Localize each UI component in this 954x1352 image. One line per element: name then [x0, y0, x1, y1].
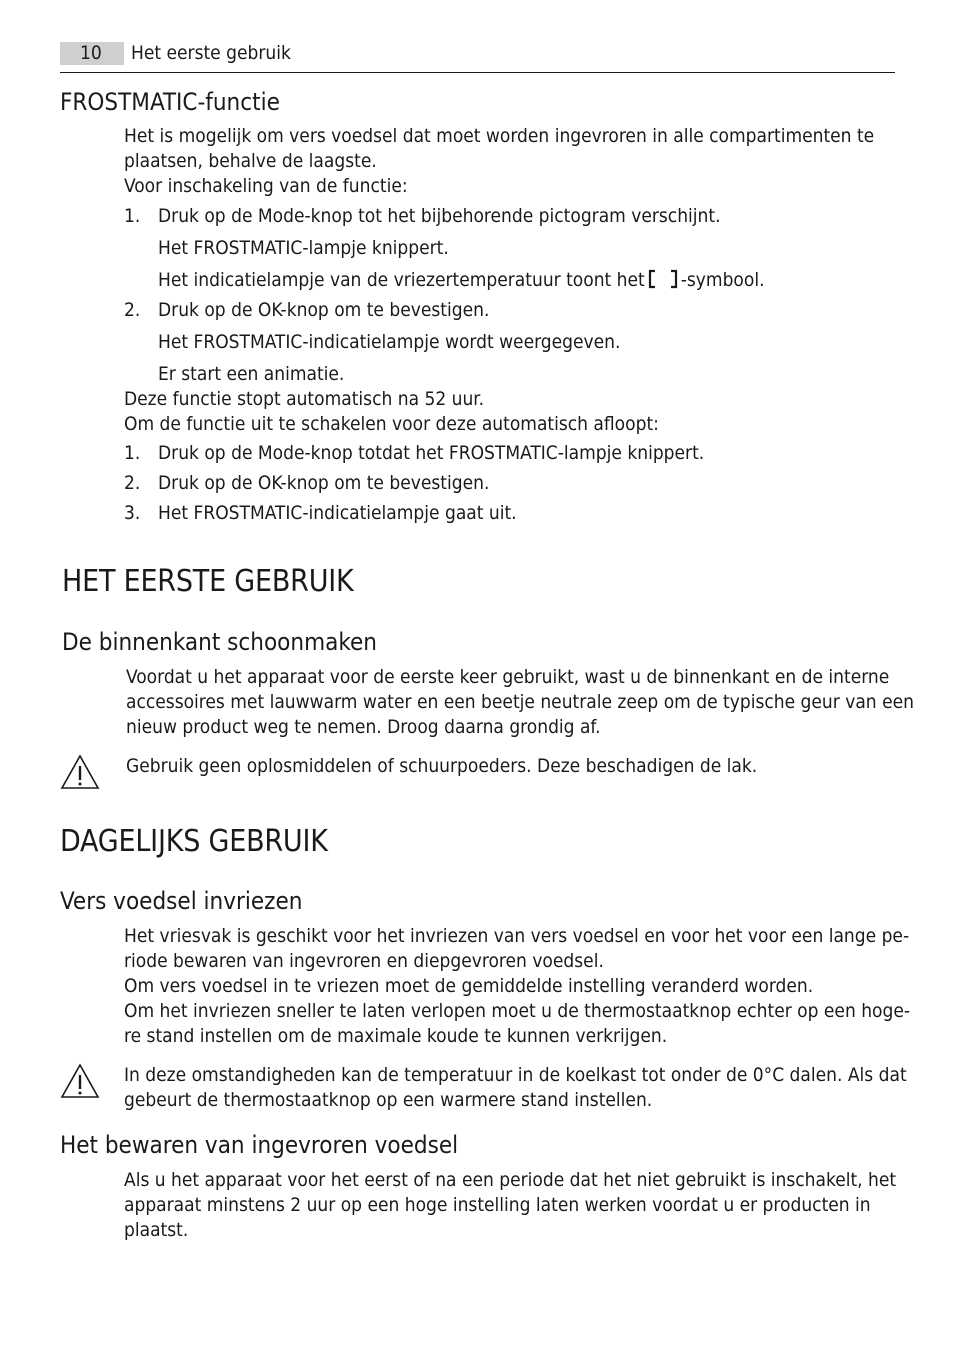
page-header	[60, 42, 895, 73]
running-title: Het eerste gebruik	[131, 42, 291, 64]
storage-body	[124, 1168, 896, 1243]
list-text: Het FROSTMATIC-indicatielampje gaat uit.	[158, 502, 517, 524]
text-line: re stand instellen om de maximale koude te kunnen verkrijgen.	[124, 1025, 668, 1047]
text-line: apparaat minstens 2 uur op een hoge instelling laten werken voordat u er producten in	[124, 1194, 871, 1216]
warning-icon	[60, 1063, 100, 1099]
symbol-text-before: Het indicatielampje van de vriezertemperatuur toont het	[158, 269, 645, 291]
symbol-text-after: -symbool.	[680, 269, 765, 291]
cleaning-body	[126, 665, 914, 740]
warning-icon	[60, 754, 100, 790]
text-line: Het is mogelijk om vers voedsel dat moet worden ingevroren in alle compartimenten te	[124, 125, 875, 147]
page-number: 10	[60, 42, 124, 65]
list-number: 1.	[124, 205, 141, 227]
list-text-with-symbol	[158, 268, 765, 293]
list-text: Druk op de Mode-knop totdat het FROSTMATIC-lampje knippert.	[158, 442, 705, 464]
storage-heading: Het bewaren van ingevroren voedsel	[60, 1131, 459, 1159]
text-line: plaatsen, behalve de laagste.	[124, 150, 377, 172]
list-number: 3.	[124, 502, 141, 524]
list-text: Het FROSTMATIC-lampje knippert.	[158, 237, 449, 259]
freezing-warning	[124, 1063, 907, 1113]
text-line: Het vriesvak is geschikt voor het invriezen van vers voedsel en voor het voor een lange pe-	[124, 925, 910, 947]
freezing-heading: Vers voedsel invriezen	[60, 887, 303, 915]
freezing-body	[124, 924, 910, 1049]
frostmatic-heading: FROSTMATIC-functie	[60, 88, 280, 116]
list-text: Druk op de OK-knop om te bevestigen.	[158, 472, 490, 494]
list-number: 2.	[124, 299, 141, 321]
daily-use-heading: DAGELIJKS GEBRUIK	[60, 824, 328, 859]
text-line: Om vers voedsel in te vriezen moet de gemiddelde instelling veranderd worden.	[124, 975, 814, 997]
list-text: Er start een animatie.	[158, 363, 345, 385]
text-line: riode bewaren van ingevroren en diepgevroren voedsel.	[124, 950, 604, 972]
text-line: Voor inschakeling van de functie:	[124, 175, 408, 197]
list-number: 2.	[124, 472, 141, 494]
text-line: Om het invriezen sneller te laten verlopen moet u de thermostaatknop echter op een hoge-	[124, 1000, 911, 1022]
cleaning-warning: Gebruik geen oplosmiddelen of schuurpoeders. Deze beschadigen de lak.	[126, 755, 758, 777]
text-line: In deze omstandigheden kan de temperatuur in de koelkast tot onder de 0°C dalen. Als dat	[124, 1064, 907, 1086]
list-text: Het FROSTMATIC-indicatielampje wordt weergegeven.	[158, 331, 621, 353]
text-line: accessoires met lauwwarm water en een beetje neutrale zeep om de typische geur van een	[126, 691, 914, 713]
frostmatic-middle	[124, 387, 659, 437]
text-line: plaatst.	[124, 1219, 189, 1241]
text-line: gebeurt de thermostaatknop op een warmere stand instellen.	[124, 1089, 653, 1111]
text-line: Voordat u het apparaat voor de eerste keer gebruikt, wast u de binnenkant en de interne	[126, 666, 890, 688]
text-line: nieuw product weg te nemen. Droog daarna grondig af.	[126, 716, 601, 738]
frame-corners-icon	[648, 269, 678, 289]
text-line: Om de functie uit te schakelen voor deze automatisch afloopt:	[124, 413, 659, 435]
text-line: Als u het apparaat voor het eerst of na een periode dat het niet gebruikt is inschakelt, het	[124, 1169, 897, 1191]
text-line: Deze functie stopt automatisch na 52 uur.	[124, 388, 485, 410]
frostmatic-intro	[124, 124, 874, 199]
list-text: Druk op de Mode-knop tot het bijbehorende pictogram verschijnt.	[158, 205, 721, 227]
first-use-heading: HET EERSTE GEBRUIK	[62, 564, 354, 599]
list-number: 1.	[124, 442, 141, 464]
cleaning-heading: De binnenkant schoonmaken	[62, 628, 377, 656]
list-text: Druk op de OK-knop om te bevestigen.	[158, 299, 490, 321]
